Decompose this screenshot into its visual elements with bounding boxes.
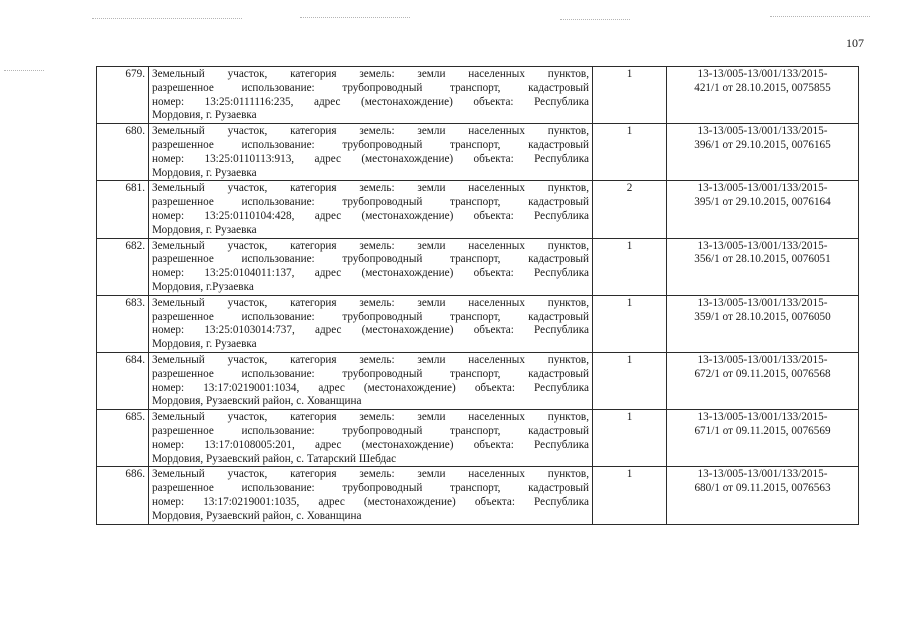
description-line: номер: 13:25:0104011:137, адрес (местонахождение) объекта: Республика xyxy=(152,267,589,280)
registration-record xyxy=(667,124,859,181)
row-number: 682. xyxy=(97,238,149,295)
registration-line: 13-13/005-13/001/133/2015- xyxy=(697,468,828,481)
registration-line: 13-13/005-13/001/133/2015- xyxy=(697,239,828,252)
description-line: Земельный участок, категория земель: земли населенных пунктов, xyxy=(152,353,589,366)
description-line: разрешенное использование: трубопроводный транспорт, кадастровый xyxy=(152,424,589,437)
registration-record xyxy=(667,181,859,238)
description-line: Земельный участок, категория земель: земли населенных пунктов, xyxy=(152,239,589,252)
registration-line: 13-13/005-13/001/133/2015- xyxy=(697,182,828,195)
registration-record xyxy=(667,467,859,524)
description-line: разрешенное использование: трубопроводный транспорт, кадастровый xyxy=(152,138,589,151)
description-line: разрешенное использование: трубопроводный транспорт, кадастровый xyxy=(152,310,589,323)
quantity-cell: 2 xyxy=(593,181,667,238)
description-line: Земельный участок, категория земель: земли населенных пунктов, xyxy=(152,68,589,80)
registration-line: 356/1 от 28.10.2015, 0076051 xyxy=(694,253,831,266)
registration-line: 13-13/005-13/001/133/2015- xyxy=(697,353,828,366)
description-line: Земельный участок, категория земель: земли населенных пунктов, xyxy=(152,182,589,195)
quantity-cell: 1 xyxy=(593,352,667,409)
description-line: Мордовия, г. Рузаевка xyxy=(152,338,257,351)
description-line: разрешенное использование: трубопроводный транспорт, кадастровый xyxy=(152,253,589,266)
property-description xyxy=(149,181,593,238)
description-line: Мордовия, Рузаевский район, с. Хованщина xyxy=(152,395,362,408)
registration-line: 13-13/005-13/001/133/2015- xyxy=(697,125,828,138)
table-row xyxy=(97,67,859,124)
scan-artifact xyxy=(4,70,44,71)
table-row xyxy=(97,181,859,238)
description-line: номер: 13:25:0103014:737, адрес (местонахождение) объекта: Республика xyxy=(152,324,589,337)
table-row xyxy=(97,295,859,352)
quantity-cell: 1 xyxy=(593,410,667,467)
description-line: Мордовия, Рузаевский район, с. Татарский Шебдас xyxy=(152,452,397,465)
description-line: номер: 13:17:0219001:1034, адрес (местонахождение) объекта: Республика xyxy=(152,381,589,394)
description-line: Земельный участок, категория земель: земли населенных пунктов, xyxy=(152,468,589,481)
description-line: Мордовия, Рузаевский район, с. Хованщина xyxy=(152,509,362,522)
description-line: номер: 13:17:0219001:1035, адрес (местонахождение) объекта: Республика xyxy=(152,495,589,508)
description-line: Мордовия, г.Рузаевка xyxy=(152,280,254,293)
description-line: разрешенное использование: трубопроводный транспорт, кадастровый xyxy=(152,367,589,380)
description-line: номер: 13:17:0108005:201, адрес (местонахождение) объекта: Республика xyxy=(152,438,589,451)
description-line: номер: 13:25:0111116:235, адрес (местонахождение) объекта: Республика xyxy=(152,95,589,108)
registration-line: 13-13/005-13/001/133/2015- xyxy=(697,68,828,80)
description-line: разрешенное использование: трубопроводный транспорт, кадастровый xyxy=(152,196,589,209)
quantity-cell: 1 xyxy=(593,238,667,295)
registration-line: 395/1 от 29.10.2015, 0076164 xyxy=(694,196,831,209)
scan-artifact xyxy=(560,19,630,20)
description-line: разрешенное использование: трубопроводный транспорт, кадастровый xyxy=(152,81,589,94)
property-description xyxy=(149,67,593,124)
registration-record xyxy=(667,295,859,352)
row-number: 685. xyxy=(97,410,149,467)
registration-line: 396/1 от 29.10.2015, 0076165 xyxy=(694,138,831,151)
table-row xyxy=(97,410,859,467)
table-row xyxy=(97,467,859,524)
row-number: 679. xyxy=(97,67,149,124)
registration-line: 680/1 от 09.11.2015, 0076563 xyxy=(694,482,831,495)
row-number: 684. xyxy=(97,352,149,409)
registration-line: 672/1 от 09.11.2015, 0076568 xyxy=(694,367,831,380)
scan-artifact xyxy=(92,18,242,19)
registration-line: 671/1 от 09.11.2015, 0076569 xyxy=(694,424,831,437)
registration-record xyxy=(667,238,859,295)
property-description xyxy=(149,238,593,295)
scan-artifact xyxy=(300,17,410,18)
scan-artifact xyxy=(770,16,870,17)
registration-line: 13-13/005-13/001/133/2015- xyxy=(697,411,828,424)
registration-record xyxy=(667,352,859,409)
description-line: Мордовия, г. Рузаевка xyxy=(152,109,257,122)
registration-line: 13-13/005-13/001/133/2015- xyxy=(697,296,828,309)
property-description xyxy=(149,410,593,467)
row-number: 681. xyxy=(97,181,149,238)
description-line: Земельный участок, категория земель: земли населенных пунктов, xyxy=(152,125,589,138)
property-description xyxy=(149,467,593,524)
registration-line: 359/1 от 28.10.2015, 0076050 xyxy=(694,310,831,323)
registry-table xyxy=(96,66,859,525)
description-line: разрешенное использование: трубопроводный транспорт, кадастровый xyxy=(152,482,589,495)
description-line: номер: 13:25:0110113:913, адрес (местонахождение) объекта: Республика xyxy=(152,152,589,165)
registration-record xyxy=(667,67,859,124)
property-description xyxy=(149,124,593,181)
quantity-cell: 1 xyxy=(593,467,667,524)
table-row xyxy=(97,352,859,409)
description-line: Земельный участок, категория земель: земли населенных пунктов, xyxy=(152,411,589,424)
table-row xyxy=(97,124,859,181)
row-number: 683. xyxy=(97,295,149,352)
property-description xyxy=(149,352,593,409)
registration-record xyxy=(667,410,859,467)
page-number: 107 xyxy=(846,36,864,50)
description-line: Земельный участок, категория земель: земли населенных пунктов, xyxy=(152,296,589,309)
property-description xyxy=(149,295,593,352)
quantity-cell: 1 xyxy=(593,124,667,181)
description-line: Мордовия, г. Рузаевка xyxy=(152,223,257,236)
table-row xyxy=(97,238,859,295)
description-line: номер: 13:25:0110104:428, адрес (местонахождение) объекта: Республика xyxy=(152,209,589,222)
registration-line: 421/1 от 28.10.2015, 0075855 xyxy=(694,81,831,94)
quantity-cell: 1 xyxy=(593,67,667,124)
row-number: 680. xyxy=(97,124,149,181)
registry-table-body xyxy=(97,67,859,525)
quantity-cell: 1 xyxy=(593,295,667,352)
row-number: 686. xyxy=(97,467,149,524)
description-line: Мордовия, г. Рузаевка xyxy=(152,166,257,179)
